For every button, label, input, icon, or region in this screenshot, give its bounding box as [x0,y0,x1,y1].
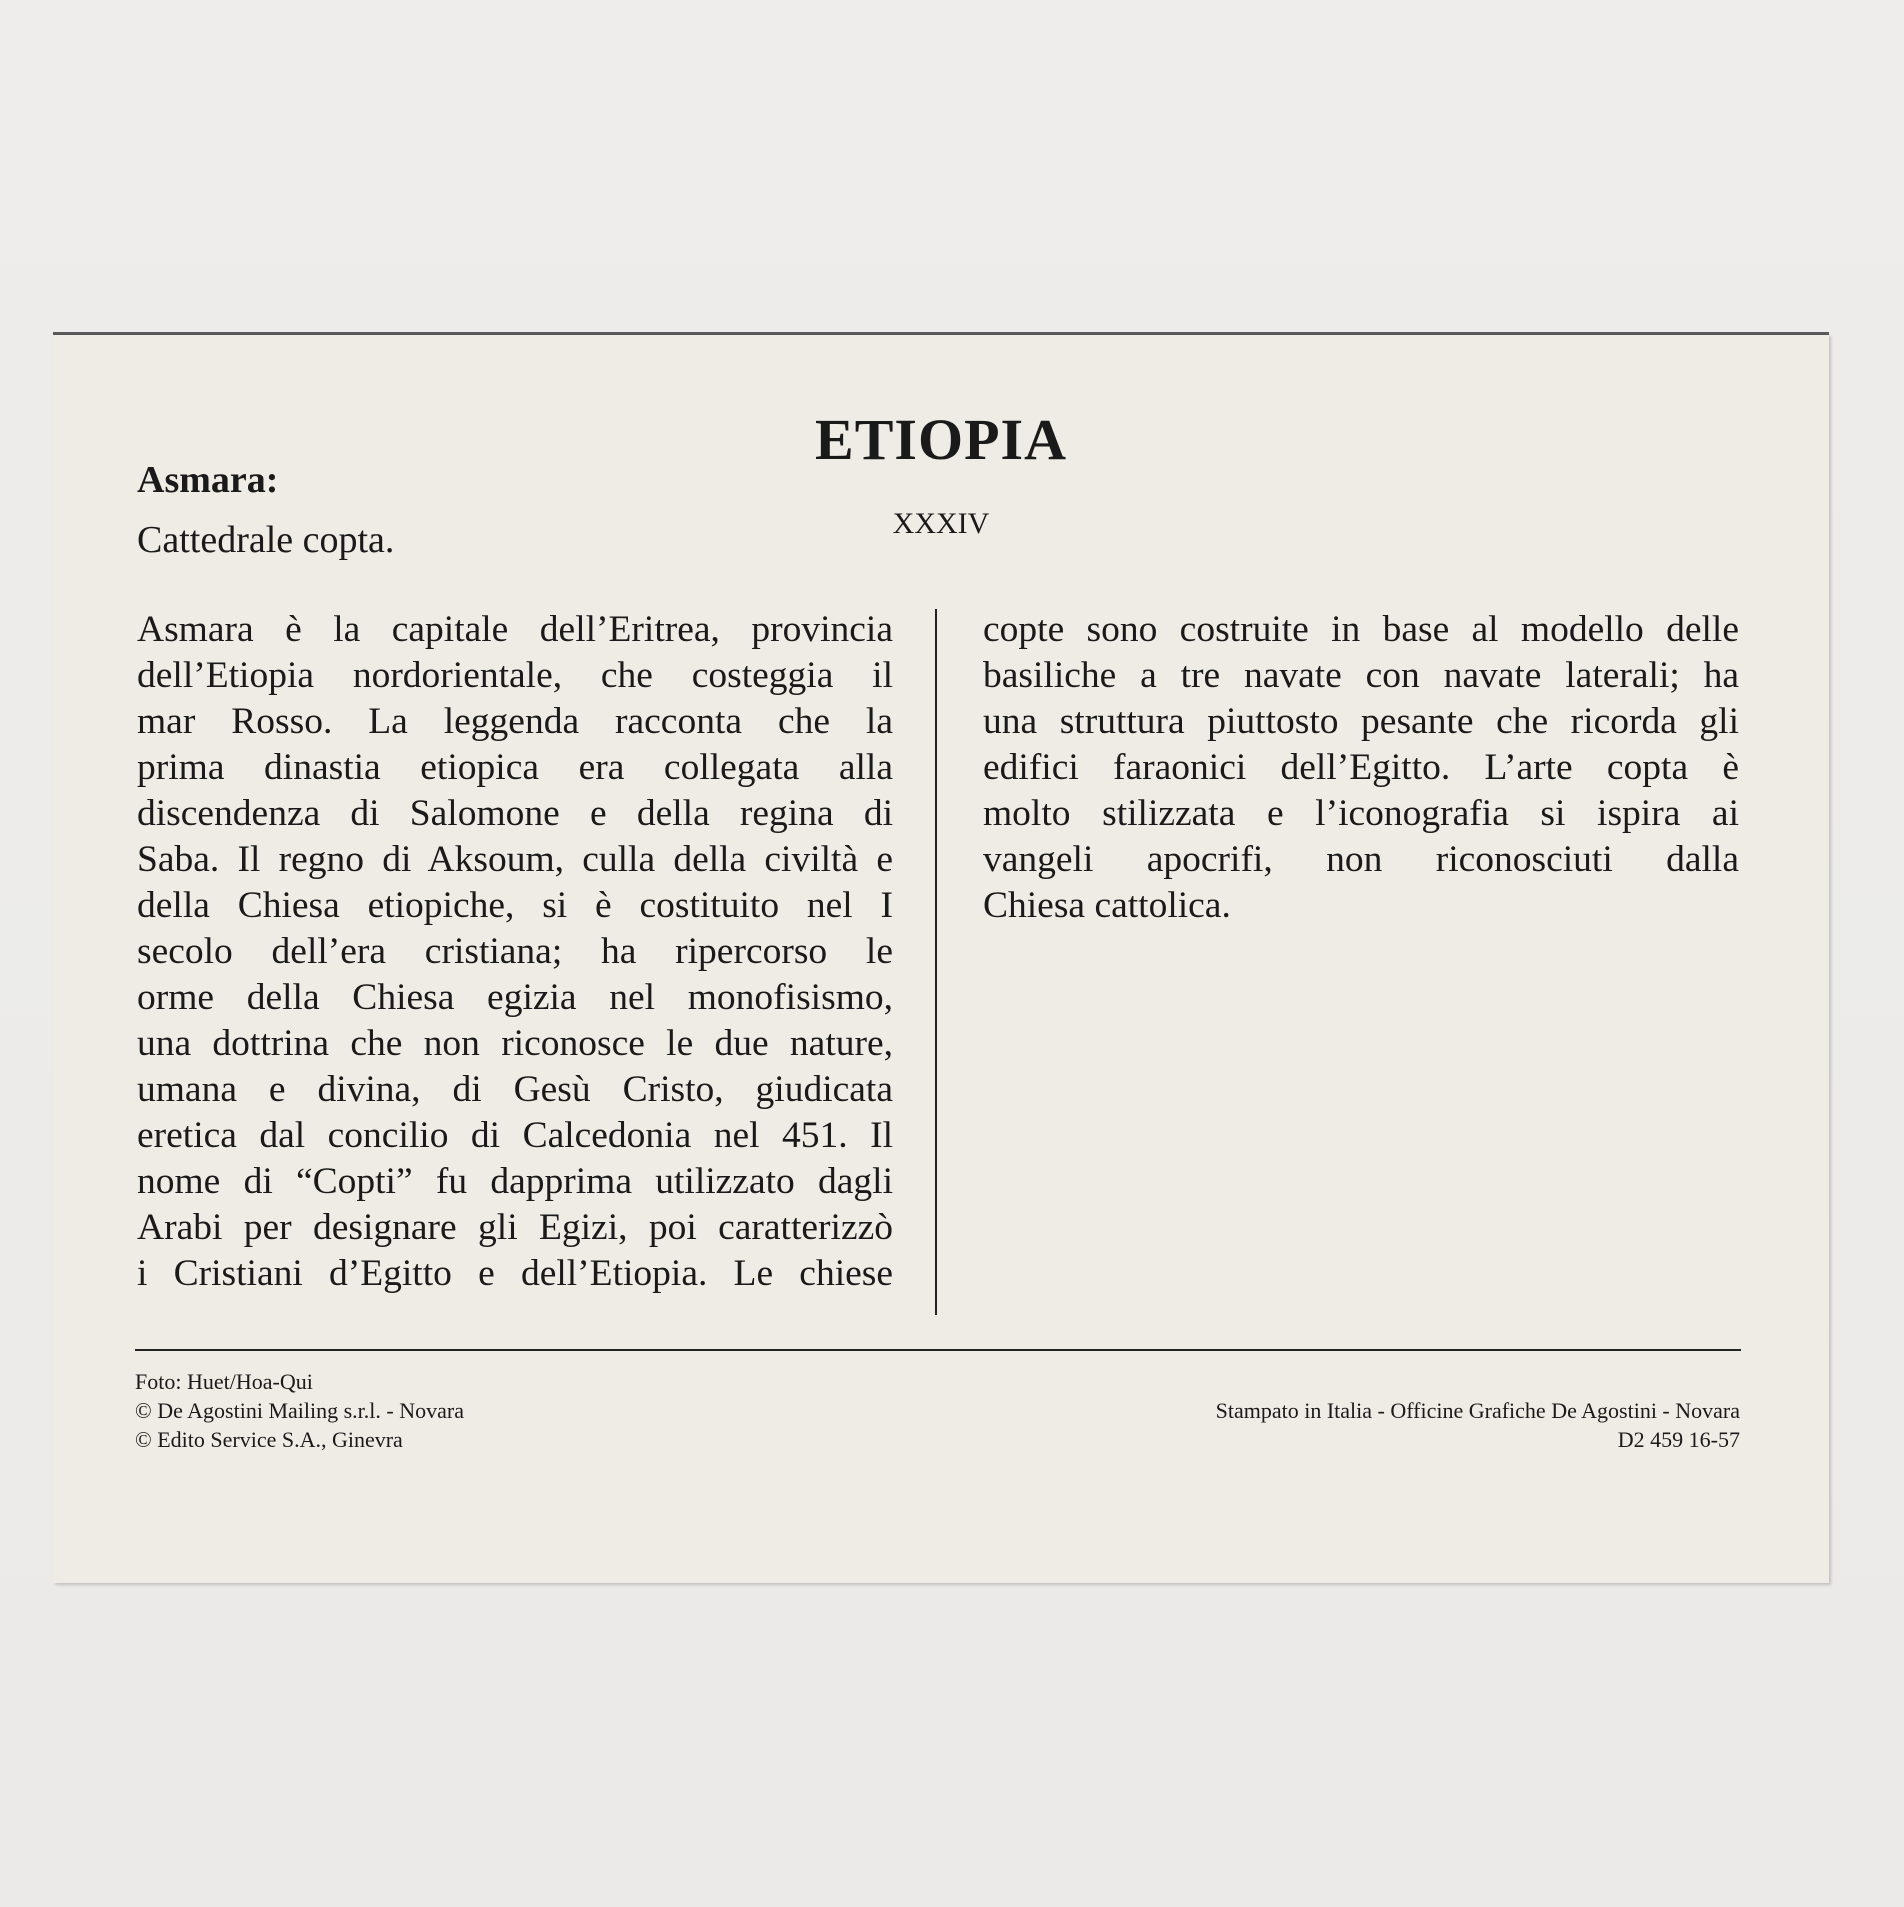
card-numeral: XXXIV [892,507,990,540]
text-line: discendenza di Salomone e della regina di [137,793,893,834]
text-line: Arabi per designare gli Egizi, poi caratterizzò [137,1207,893,1248]
copyright-line: © Edito Service S.A., Ginevra [135,1427,403,1452]
text-line: della Chiesa etiopiche, si è costituito nel I [137,885,893,926]
text-line: orme della Chiesa egizia nel monofisismo, [137,977,893,1018]
text-line: Asmara è la capitale dell’Eritrea, provincia [137,609,893,650]
text-line: eretica dal concilio di Calcedonia nel 451. Il [137,1115,893,1156]
text-line: Chiesa cattolica. [983,885,1231,926]
column-divider [935,609,937,1315]
subject-caption: Cattedrale copta. [137,519,395,561]
text-column-right [983,607,1739,929]
text-line: basiliche a tre navate con navate laterali; ha [983,655,1739,696]
printer-block [1216,1396,1740,1454]
footer-divider [135,1349,1741,1351]
text-line: Saba. Il regno di Aksoum, culla della civiltà e [137,839,893,880]
text-line: secolo dell’era cristiana; ha ripercorso le [137,931,893,972]
text-line: edifici faraonici dell’Egitto. L’arte copta è [983,747,1739,788]
text-line: nome di “Copti” fu dapprima utilizzato dagli [137,1161,893,1202]
text-line: dell’Etiopia nordorientale, che costeggia il [137,655,893,696]
card-title: ETIOPIA [815,407,1067,472]
text-line: vangeli apocrifi, non riconosciuti dalla [983,839,1739,880]
credits-block [135,1367,464,1454]
text-line: copte sono costruite in base al modello delle [983,609,1739,650]
photo-credit: Foto: Huet/Hoa-Qui [135,1369,313,1394]
text-line: una dottrina che non riconosce le due nature, [137,1023,893,1064]
postcard-back [53,334,1829,1583]
text-line: mar Rosso. La leggenda racconta che la [137,701,893,742]
text-line: una struttura piuttosto pesante che ricorda gli [983,701,1739,742]
printer-line: Stampato in Italia - Officine Grafiche De Agostini - Novara [1215,1398,1740,1423]
text-column-left [137,607,893,1297]
copyright-line: © De Agostini Mailing s.r.l. - Novara [135,1398,464,1423]
text-line: prima dinastia etiopica era collegata alla [137,747,893,788]
place-heading: Asmara: [137,459,279,501]
product-code: D2 459 16-57 [1617,1427,1740,1452]
text-line: i Cristiani d’Egitto e dell’Etiopia. Le chiese [137,1253,893,1294]
text-line: molto stilizzata e l’iconografia si ispira ai [983,793,1739,834]
text-line: umana e divina, di Gesù Cristo, giudicata [137,1069,893,1110]
